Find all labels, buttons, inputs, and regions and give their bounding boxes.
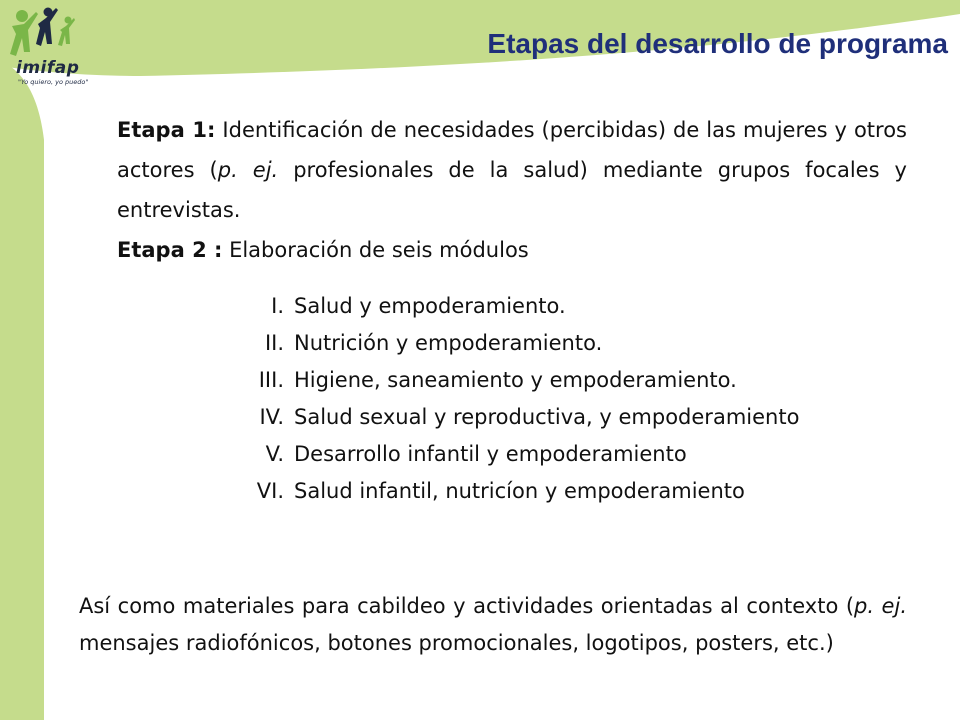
list-item-text: Salud y empoderamiento. bbox=[294, 294, 566, 318]
list-item-number: III. bbox=[258, 368, 284, 392]
dancing-figures-icon bbox=[8, 4, 128, 64]
list-item-number: V. bbox=[265, 442, 284, 466]
list-item bbox=[234, 325, 894, 362]
list-item bbox=[234, 399, 894, 436]
stage-2-text: Elaboración de seis módulos bbox=[222, 238, 529, 262]
list-item-text: Higiene, saneamiento y empoderamiento. bbox=[294, 368, 737, 392]
stage-2-paragraph bbox=[117, 230, 907, 270]
list-item-number: II. bbox=[264, 331, 284, 355]
list-item-number: IV. bbox=[259, 405, 284, 429]
list-item bbox=[234, 362, 894, 399]
closing-italic: p. ej. bbox=[854, 594, 907, 618]
stage-1-italic: p. ej. bbox=[217, 158, 279, 182]
list-item bbox=[234, 436, 894, 473]
closing-section bbox=[79, 588, 907, 662]
logo-tagline: "Yo quiero, yo puedo" bbox=[18, 78, 89, 86]
stage-1-text-a: Identificación de necesidades (percibidas) de las mujeres y otros actores ( bbox=[117, 118, 907, 182]
modules-list bbox=[234, 288, 894, 510]
list-item-text: Salud infantil, nutricíon y empoderamiento bbox=[294, 479, 745, 503]
stage-1-paragraph bbox=[117, 110, 907, 230]
list-item-number: I. bbox=[271, 294, 284, 318]
list-item bbox=[234, 473, 894, 510]
stage-1-label: Etapa 1: bbox=[117, 118, 216, 142]
list-item-text: Nutrición y empoderamiento. bbox=[294, 331, 603, 355]
logo-wordmark: imifap bbox=[16, 58, 80, 78]
closing-text-a: Así como materiales para cabildeo y actividades orientadas al contexto ( bbox=[79, 594, 855, 618]
closing-paragraph bbox=[79, 588, 907, 662]
stage-2-label: Etapa 2 : bbox=[117, 238, 223, 262]
page-title: Etapas del desarrollo de programa bbox=[487, 28, 948, 59]
stage-1-text-b: profesionales de la salud) mediante grupos focales y entrevistas. bbox=[117, 158, 907, 222]
stages-section bbox=[117, 110, 907, 270]
list-item-number: VI. bbox=[256, 479, 284, 503]
list-item bbox=[234, 288, 894, 325]
list-item-text: Desarrollo infantil y empoderamiento bbox=[294, 442, 687, 466]
list-item-text: Salud sexual y reproductiva, y empoderamiento bbox=[294, 405, 800, 429]
closing-text-b: mensajes radiofónicos, botones promocionales, logotipos, posters, etc.) bbox=[79, 631, 834, 655]
